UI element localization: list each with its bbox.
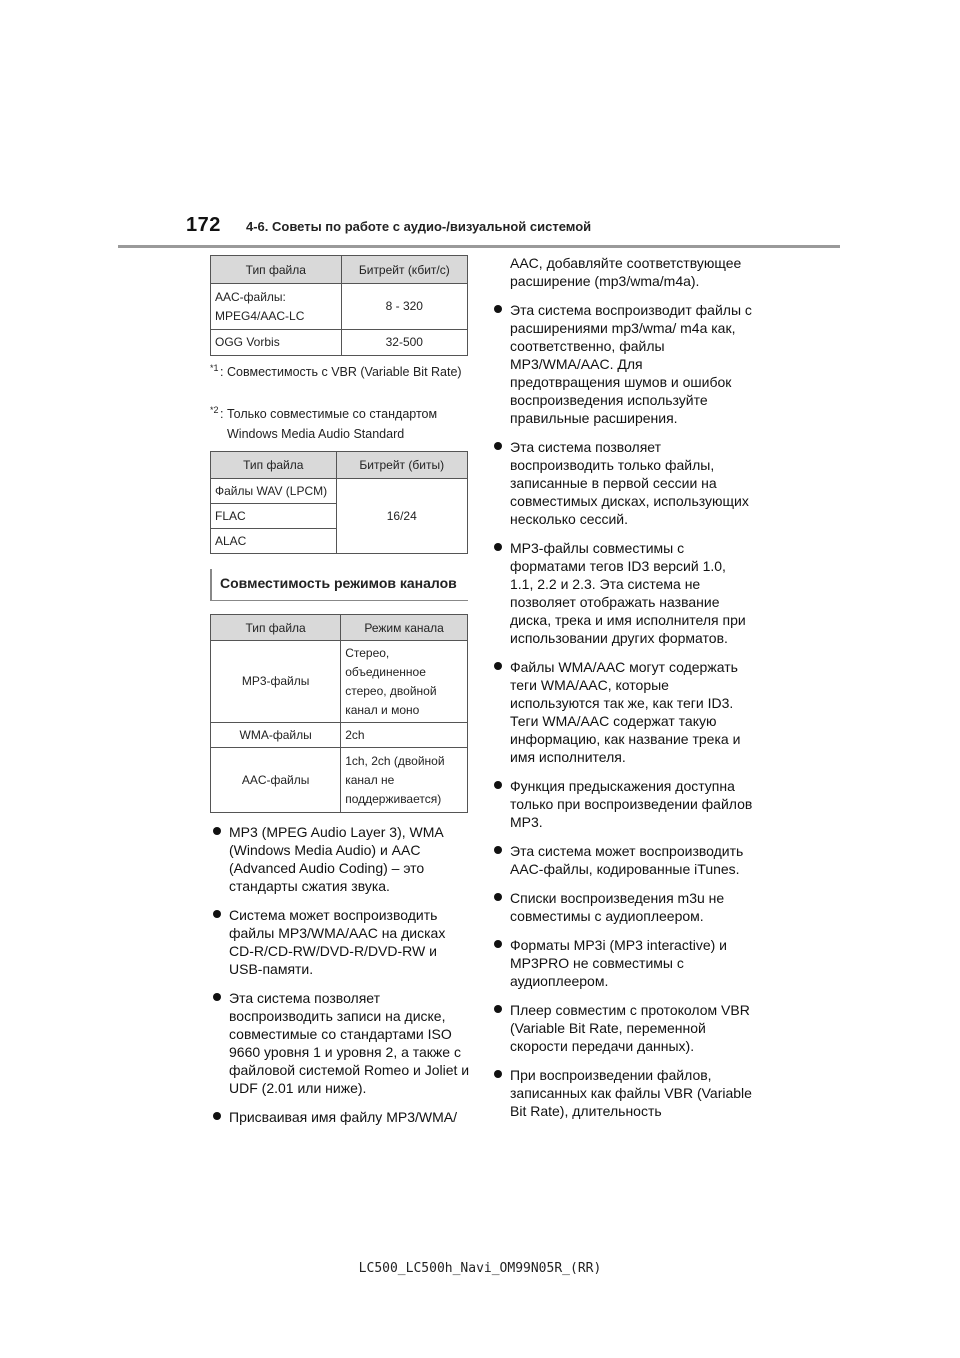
footnote-mark: *1 — [210, 363, 219, 373]
bitrate-kbps-table — [210, 255, 468, 356]
list-item — [210, 906, 470, 978]
right-bullet-list — [491, 254, 753, 1131]
channel-mode-line: стерео, двойной — [345, 683, 437, 698]
bullet-icon — [494, 781, 502, 789]
footnote-2 — [210, 404, 470, 444]
list-item-text: Функция предыскажения доступна только при воспроизведении файлов MP3. — [510, 778, 753, 830]
list-item-text: MP3-файлы совместимы с форматами тегов ID3 версий 1.0, 1.1, 2.2 и 2.3. Эта система не позволяет отображать название диска, трека и имя исполнителя при использовании других форматов. — [510, 540, 746, 646]
channel-mode-line: 2ch — [345, 727, 365, 742]
subsection-heading: Совместимость режимов каналов — [210, 569, 468, 601]
footnote-1 — [210, 362, 470, 382]
footnote-text: Только совместимые со стандартом Windows Media Audio Standard — [227, 407, 438, 441]
channel-mode-cell — [341, 641, 468, 723]
list-item — [210, 823, 470, 895]
list-item — [491, 936, 753, 990]
channel-mode-line: 1ch, 2ch (двойной — [345, 753, 445, 768]
file-type-cell: AAC-файлы: — [215, 289, 286, 304]
file-type-cell: FLAC — [211, 504, 337, 529]
bullet-icon — [494, 543, 502, 551]
file-type-cell: WMA-файлы — [211, 723, 341, 748]
file-type-cell: Файлы WAV (LPCM) — [211, 479, 337, 504]
table-row — [211, 284, 468, 330]
table-row — [211, 641, 468, 723]
file-type-cell: OGG Vorbis — [211, 330, 342, 356]
channel-mode-line: объединенное — [345, 664, 426, 679]
bullet-icon — [494, 662, 502, 670]
bullet-icon — [494, 940, 502, 948]
left-bullet-list — [210, 823, 470, 1137]
bullet-icon — [494, 846, 502, 854]
bullet-icon — [213, 993, 221, 1001]
table-row — [211, 330, 468, 356]
footnote-text: Совместимость с VBR (Variable Bit Rate) — [227, 365, 462, 379]
column-header-file-type: Тип файла — [211, 452, 337, 479]
column-header-bitrate: Битрейт (кбит/с) — [341, 256, 467, 284]
bitrate-cell: 16/24 — [336, 479, 468, 554]
list-item — [491, 438, 753, 528]
channel-mode-line: поддерживается) — [345, 791, 442, 806]
bullet-icon — [213, 1112, 221, 1120]
file-type-cell: MPEG4/AAC-LC — [215, 308, 305, 323]
file-type-cell: AAC-файлы — [211, 748, 341, 813]
footnote-separator: : — [220, 365, 224, 379]
continuation-text: AAC, добавляйте соответствующее расширение (mp3/wma/m4a). — [510, 255, 742, 289]
list-item-text: Присваивая имя файлу MP3/WMA/ — [229, 1109, 457, 1125]
footnote-mark: *2 — [210, 405, 219, 415]
header-divider — [118, 245, 840, 248]
channel-mode-table — [210, 614, 468, 813]
list-item-text: Эта система позволяет воспроизводить записи на диске, совместимые со стандартами ISO 9660 уровня 1 и уровня 2, а также с файловой системой Romeo и Joliet и UDF (2.01 или ниже). — [229, 990, 470, 1096]
list-item — [491, 658, 753, 766]
list-item-text: MP3 (MPEG Audio Layer 3), WMA (Windows Media Audio) и AAC (Advanced Audio Coding) – это стандарты сжатия звука. — [229, 824, 443, 894]
list-item — [491, 1066, 753, 1120]
channel-mode-cell — [341, 748, 468, 813]
footnote-separator: : — [220, 407, 224, 421]
list-item-text: Форматы MP3i (MP3 interactive) и MP3PRO не совместимы с аудиоплеером. — [510, 937, 727, 989]
table-row — [211, 479, 468, 504]
list-item — [491, 842, 753, 878]
list-item-text: Списки воспроизведения m3u не совместимы с аудиоплеером. — [510, 890, 725, 924]
list-item — [491, 777, 753, 831]
list-item-text: Эта система может воспроизводить AAC-файлы, кодированные iTunes. — [510, 843, 744, 877]
channel-mode-line: канал и моно — [345, 702, 420, 717]
column-header-bitrate: Битрейт (биты) — [336, 452, 468, 479]
bullet-icon — [494, 305, 502, 313]
list-item — [491, 539, 753, 647]
list-item-text: Эта система позволяет воспроизводить только файлы, записанные в первой сессии на совместимых дисках, использующих несколько сессий. — [510, 439, 749, 527]
list-item-text: Файлы WMA/AAC могут содержать теги WMA/AAC, которые используются так же, как теги ID3. Теги WMA/AAC содержат такую информацию, как название трека и имя исполнителя. — [510, 659, 741, 765]
bullet-icon — [494, 1070, 502, 1078]
table-row — [211, 748, 468, 813]
channel-mode-cell — [341, 723, 468, 748]
bullet-icon — [213, 827, 221, 835]
channel-mode-line: канал не — [345, 772, 395, 787]
column-header-channel-mode: Режим канала — [341, 615, 468, 641]
column-header-file-type: Тип файла — [211, 256, 342, 284]
bullet-icon — [494, 442, 502, 450]
file-type-cell: ALAC — [211, 529, 337, 554]
list-item-text: При воспроизведении файлов, записанных как файлы VBR (Variable Bit Rate), длительность — [510, 1067, 752, 1119]
section-header: 4-6. Советы по работе с аудио-/визуальной системой — [246, 219, 592, 234]
bullet-icon — [494, 893, 502, 901]
bullet-icon — [213, 910, 221, 918]
page-number: 172 — [186, 214, 221, 236]
bitrate-bits-table — [210, 451, 468, 554]
list-item — [491, 889, 753, 925]
channel-mode-line: Стерео, — [345, 645, 390, 660]
bullet-icon — [494, 1005, 502, 1013]
file-type-cell: MP3-файлы — [211, 641, 341, 723]
bitrate-cell: 32-500 — [341, 330, 467, 356]
list-item — [210, 989, 470, 1097]
list-item — [491, 301, 753, 427]
list-item-text: Эта система воспроизводит файлы с расширениями mp3/wma/ m4a как, соответственно, файлы MP3/WMA/AAC. Для предотвращения шумов и ошибок воспроизведения используйте правильные расширения. — [510, 302, 752, 426]
list-item — [210, 1108, 470, 1126]
list-item — [491, 1001, 753, 1055]
list-item-text: Система может воспроизводить файлы MP3/WMA/AAC на дисках CD-R/CD-RW/DVD-R/DVD-RW и USB-памяти. — [229, 907, 446, 977]
list-item-text: Плеер совместим с протоколом VBR (Variable Bit Rate, переменной скорости передачи данных). — [510, 1002, 750, 1054]
table-row — [211, 723, 468, 748]
column-header-file-type: Тип файла — [211, 615, 341, 641]
bitrate-cell: 8 - 320 — [341, 284, 467, 330]
document-footer: LC500_LC500h_Navi_OM99N05R_(RR) — [358, 1261, 602, 1276]
